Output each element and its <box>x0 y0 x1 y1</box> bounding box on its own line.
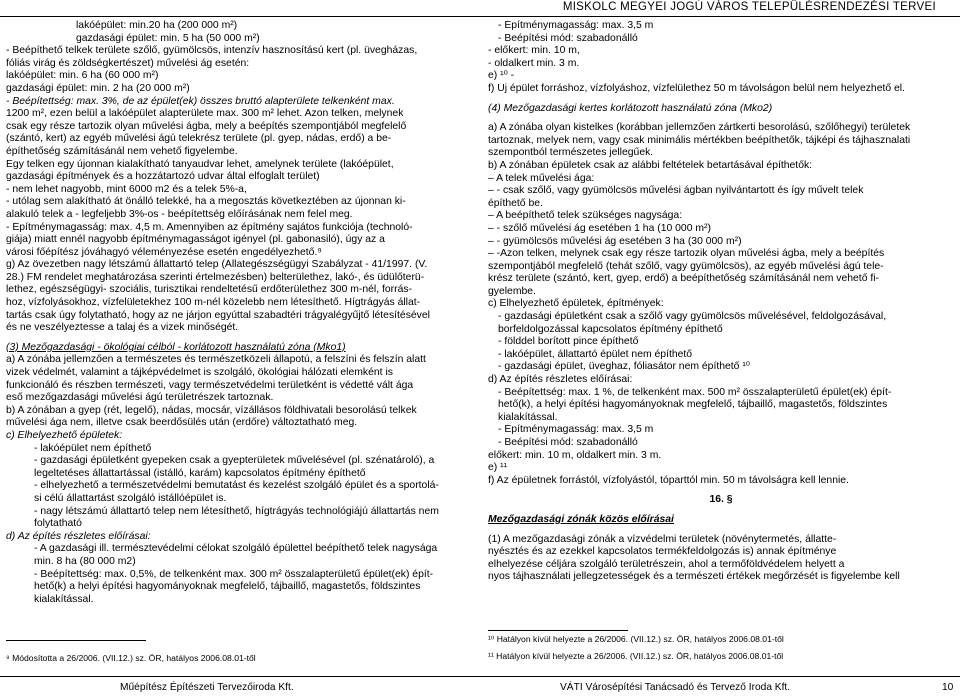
right-line: (4) Mezőgazdasági kertes korlátozott használatú zóna (Mko2) <box>488 102 773 114</box>
right-line: a) A zónába olyan kistelkes (korábban jellemzően zártkerti besorolású, szőlőhegyi) területek <box>488 122 911 134</box>
right-line: szempontból természetes jellegűek. <box>488 147 654 159</box>
left-line: - A gazdasági ill. természtevédelmi célokat szolgáló épülettel beépíthető telek nagysága <box>34 543 438 555</box>
right-line: f) Új épület forráshoz, vízfolyáshoz, vízfelülethez 50 m távolságon belül nem helyezhető el. <box>488 82 906 94</box>
footer-rule <box>0 676 960 677</box>
left-line: - Beépítettség: max. 3%, de az épület(ek) összes bruttó alapterülete telkenként max. <box>6 95 395 107</box>
right-footnote-10: ¹⁰ Hatályon kívül helyezte a 26/2006. (VII.12.) sz. ÖR, hatályos 2006.08.01-től <box>488 634 784 644</box>
left-line: - nem lehet nagyobb, mint 6000 m2 és a telek 5%-a, <box>6 183 247 195</box>
right-line: – A beépíthető telek szükséges nagysága: <box>488 210 683 222</box>
left-line: kialakítással. <box>34 593 94 605</box>
header-title: MISKOLC MEGYEI JOGÚ VÁROS TELEPÜLÉSRENDEZÉSI TERVEI <box>562 1 936 13</box>
right-line: b) A zónában épületek csak az alábbi feltételek betartásával építhetők: <box>488 159 813 171</box>
left-line: gazdasági építmények és a hozzátartozó udvar által elfoglalt terület) <box>6 171 320 183</box>
right-line: e) ¹⁰ - <box>488 70 515 82</box>
left-line: csak egy része tartozik olyan művelési ágba, mely a beépítés szempontjából megfelelő <box>6 120 407 132</box>
right-line: krész területe (szántó, kert, gyep, erdő) a beépíthetőség számításánál nem vehető fi- <box>488 273 880 285</box>
left-line <box>6 335 472 342</box>
right-line: - lakóépület, állattartó épület nem építhető <box>498 348 693 360</box>
right-line: előkert: min. 10 m, oldalkert min. 3 m. <box>488 449 662 461</box>
right-line: - Építménymagasság: max. 3,5 m <box>498 20 654 31</box>
right-line <box>488 115 954 122</box>
right-line: e) ¹¹ <box>488 462 508 474</box>
right-line: Mezőgazdasági zónák közös előírásai <box>488 513 674 525</box>
right-line: 16. § <box>709 494 733 506</box>
right-line: borfeldolgozással kapcsolatos építmény építhető <box>498 323 723 335</box>
right-line: nyésztés és az ezekkel kapcsolatos termékfeldolgozás is) annak építménye <box>488 546 837 558</box>
footer-right-text: VÁTI Városépítési Tanácsadó és Tervező Iroda Kft. <box>560 682 791 693</box>
right-line: nyos tájhasználati jellegzetességek és a természeti értékek megőrzését is figyelembe kell <box>488 571 900 583</box>
right-line <box>488 527 954 534</box>
page-header <box>0 0 960 17</box>
left-line: - lakóépület nem építhető <box>34 442 152 454</box>
left-line: 28.) FM rendelet meghatározása szerinti értelmezésben) belterülethez, lakó-, és üdülőterü- <box>6 271 425 283</box>
right-line: d) Az építés részletes előírásai: <box>488 374 633 386</box>
left-line: - nagy létszámú állattartó telep nem létesíthető, hígtrágyás technológiájú állattartás nem <box>34 505 439 517</box>
left-line: - Beépítettség: max. 0,5%, de telkenként max. 300 m² összalapterületű épület(ek) épít- <box>34 568 434 580</box>
right-line: - Beépítési mód: szabadonálló <box>498 437 638 448</box>
left-line: giája) miatt ennél nagyobb építménymagasságot igényel (pl. gabonasiló), úgy az a <box>6 234 385 246</box>
right-line: – - gyümölcsös művelési ág esetében 3 ha (30 000 m²) <box>488 235 742 247</box>
left-line: legeltetéses állattartással (istálló, karám) kapcsolatos építmény építhető <box>34 467 366 479</box>
right-footnote-11: ¹¹ Hatályon kívül helyezte a 26/2006. (VII.12.) sz. ÖR, hatályos 2006.08.01-től <box>488 651 784 661</box>
right-line: elhelyezése céljára szolgáló területrészein, ahol a termőföldvédelem helyett a <box>488 558 845 570</box>
left-footnote: ⁹ Módosította a 26/2006. (VII.12.) sz. ÖR, hatályos 2006.08.01-től <box>6 653 256 663</box>
right-line: - Építménymagasság: max. 3,5 m <box>498 424 654 436</box>
left-line: (szántó, kert) az egyéb művelési ágú telekrész területe (pl. gyep, nádas, erdő) a be- <box>6 133 392 145</box>
right-line <box>488 487 954 494</box>
right-line: kialakítással. <box>498 411 558 423</box>
right-line: építhető be. <box>488 197 543 209</box>
right-line: – A telek művelési ága: <box>488 172 595 184</box>
left-line: g) Az övezetben nagy létszámú állattartó telep (Állategészségügyi Szabályzat - 41/1997. (V. <box>6 259 428 271</box>
left-line: építhetőség számításánál nem vehető figyelembe. <box>6 145 238 157</box>
left-line: tartás csak úgy folytatható, hogy az ne járjon egyúttal szabadtéri trágyalégyűjtő létesítésével <box>6 309 430 321</box>
left-line: városi főépítész jóváhagyó véleményezése esetén engedélyezhető.⁹ <box>6 246 322 258</box>
left-line: vizek védelmét, valamint a tájképvédelmet is szolgáló, ökológiai hálózati elemként is <box>6 367 393 379</box>
left-line: (3) Mezőgazdasági - ökológiai célból - korlátozott használatú zóna (Mko1) <box>6 341 346 353</box>
left-line: hoz, vízfolyásokhoz, vízfelületekhez 100 m-nél közelebb nem létesíthető. Hígtrágyás állat- <box>6 297 421 309</box>
left-line: b) A zónában a gyep (rét, legelő), nádas, mocsár, vízállásos földhivatali besorolású telkek <box>6 404 417 416</box>
right-line: hető(k), a helyi építési hagyományoknak megfelelő, tájbaillő, magastetős, földszintes <box>498 399 888 411</box>
left-column <box>6 20 472 606</box>
right-line: gyelembe. <box>488 285 536 297</box>
left-line: folytatható <box>34 518 82 530</box>
right-line <box>488 96 954 103</box>
left-line: fóliás virág és zöldségkertészet) művelési ág esetén: <box>6 57 250 69</box>
header-rule <box>0 16 960 17</box>
right-column <box>488 20 954 584</box>
left-footnote-rule <box>6 640 146 641</box>
right-line: - Beépítettség: max. 1 %, de telkenként max. 500 m² összalapterületű épület(ek) épít- <box>498 386 892 398</box>
right-line: (1) A mezőgazdasági zónák a vízvédelmi területek (növénytermetés, állatte- <box>488 533 837 545</box>
left-line: eső mezőgazdasági művelési ágú területrészek tartoznak. <box>6 392 274 404</box>
right-line: - előkert: min. 10 m, <box>488 45 580 57</box>
right-footnote-rule <box>488 630 628 631</box>
right-line: - gazdasági épület, üveghaz, fóliasátor nem építhető ¹⁰ <box>498 361 750 373</box>
left-line: - Beépíthető telkek területe szőlő, gyümölcsös, intenzív hasznosítású kert (pl. üvegházas, <box>6 45 418 57</box>
left-line: gazdasági épület: min. 2 ha (20 000 m²) <box>6 82 190 94</box>
left-line: 1200 m², ezen belül a lakóépület alapterülete max. 300 m² lehet. Azon telken, melynek <box>6 108 404 120</box>
left-line: d) Az építés részletes előírásai: <box>6 530 151 542</box>
right-line: – -Azon telken, melynek csak egy része tartozik olyan művelési ágba, mely a beépítés <box>488 248 885 260</box>
left-line: Egy telken egy újonnan kialakítható tanyaudvar lehet, amelynek területe (lakóépület, <box>6 158 394 170</box>
left-line: si célú állattartást szolgáló istállóépület is. <box>34 492 227 504</box>
right-line: - földdel borított pince építhető <box>498 336 639 348</box>
right-line: - gazdasági épületként csak a szőlő vagy gyümölcsös művelésével, feldolgozásával, <box>498 311 887 323</box>
right-line <box>488 507 954 514</box>
left-line: - elhelyezhető a természetvédelmi bemutatást és kezelést szolgáló épület és a sportolá- <box>34 480 439 492</box>
right-line: f) Az épületnek forrástól, vízfolyástól, tóparttól min. 50 m távolságra kell lennie. <box>488 474 849 486</box>
right-line: - oldalkert min. 3 m. <box>488 57 580 69</box>
page-number: 10 <box>942 682 954 693</box>
left-line: c) Elhelyezhető épületek: <box>6 430 123 441</box>
footer-left-text: Műépítész Építészeti Tervezőiroda Kft. <box>120 682 294 693</box>
left-line: hető(k) a helyi építési hagyományoknak megfelelő, tájbaillő, magastetős, földszintes <box>34 581 421 593</box>
left-line: és ne veszélyeztesse a talaj és a vizek minőségét. <box>6 322 239 334</box>
left-line: a) A zónába jellemzően a természetes és természetközeli állapotú, a felszíni és felszín alatt <box>6 354 426 366</box>
left-line: min. 8 ha (80 000 m2) <box>34 555 136 567</box>
left-line: funkcionáló és részben természeti, vagy természetvédelmi területként is védetté vált ága <box>6 379 414 391</box>
left-line: művelési ága nem, illetve csak beerdősülés után (erdőre) változtatható meg. <box>6 417 358 429</box>
left-line: - Építménymagasság: max. 4,5 m. Amennyiben az építmény sajátos funkciója (technoló- <box>6 221 413 233</box>
left-line: lethez, egészségügyi- szociális, turisztikai rendeltetésű erdőterülethez 300 m-nél, forrás- <box>6 284 413 296</box>
right-line: - Beépítési mód: szabadonálló <box>498 32 638 44</box>
right-line: szempontjából megfelelő (tehát szőlő, vagy gyümölcsös), az egyéb művelési ágú tele- <box>488 260 884 272</box>
right-line: tartoznak, melyek nem, vagy csak minimális mértékben beépíthetők, tájképi és tájhasznalati <box>488 134 911 146</box>
right-line: – - csak szőlő, vagy gyümölcsös művelési ágban nyilvántartott és így művelt telek <box>488 185 864 197</box>
page-footer <box>0 676 960 697</box>
left-line: - gazdasági épületként gyepeken csak a gyepterületek művelésével (pl. szénatároló), a <box>34 455 435 467</box>
left-line: lakóépület: min. 6 ha (60 000 m²) <box>6 70 159 82</box>
left-line: - utólag sem alakítható át önálló telekké, ha a megosztás következtében az újonnan ki- <box>6 196 406 208</box>
left-line: lakóépület: min.20 ha (200 000 m²) <box>76 20 238 31</box>
right-line: c) Elhelyezhető épületek, építmények: <box>488 298 664 310</box>
left-line: alakuló telek a - legfeljebb 3%-os - beépítettség előírásának nem felel meg. <box>6 208 353 220</box>
right-line: – - szőlő művelési ág esetében 1 ha (10 000 m²) <box>488 222 711 234</box>
left-line: gazdasági épület: min. 5 ha (50 000 m²) <box>76 32 260 44</box>
